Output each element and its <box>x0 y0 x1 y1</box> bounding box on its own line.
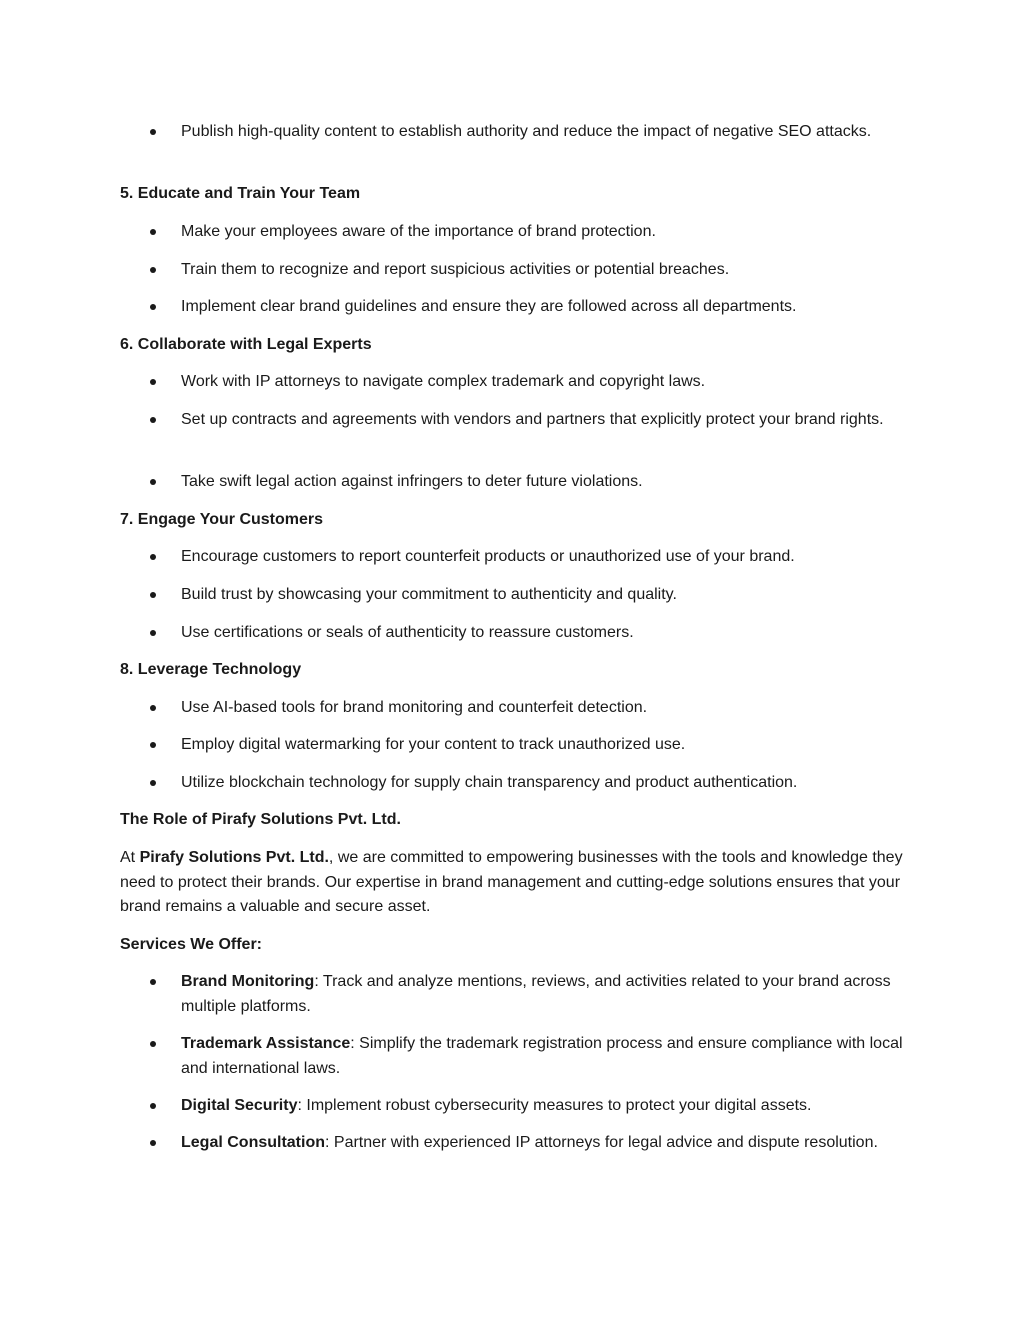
bullet-dot <box>150 1041 156 1047</box>
service-item-brand-monitoring <box>181 970 911 1019</box>
bullet-dot <box>150 780 156 786</box>
bullet-dot <box>150 129 156 135</box>
list-item: Set up contracts and agreements with vendors and partners that explicitly protect your brand rights. <box>181 411 884 428</box>
bullet-dot <box>150 592 156 598</box>
bullet-dot <box>150 705 156 711</box>
service-term: Legal Consultation <box>181 1134 325 1151</box>
section-heading-engage-customers: 7. Engage Your Customers <box>120 511 324 528</box>
bullet-dot <box>150 229 156 235</box>
service-desc: : Track and analyze mentions, reviews, and activities related to your brand across multiple platforms. <box>181 973 891 1015</box>
service-item-digital-security <box>181 1094 911 1119</box>
bullet-dot <box>150 1140 156 1146</box>
list-item: Use AI-based tools for brand monitoring and counterfeit detection. <box>181 699 648 716</box>
bullet-dot <box>150 630 156 636</box>
bullet-dot <box>150 304 156 310</box>
role-para-text: , we are committed to empowering businesses with the tools and knowledge they need to protect their brands. Our expertise in brand management and cutting-edge solutions ensures that your brand remains a valuable and secure asset. <box>120 849 903 915</box>
role-para-prefix: At <box>120 849 140 866</box>
service-desc: : Implement robust cybersecurity measures to protect your digital assets. <box>297 1097 812 1114</box>
company-name: Pirafy Solutions Pvt. Ltd. <box>139 849 329 866</box>
list-item: Build trust by showcasing your commitment to authenticity and quality. <box>181 586 677 603</box>
service-term: Digital Security <box>181 1097 298 1114</box>
list-item: Employ digital watermarking for your content to track unauthorized use. <box>181 736 686 753</box>
list-item: Encourage customers to report counterfeit products or unauthorized use of your brand. <box>181 548 795 565</box>
list-item: Publish high-quality content to establish authority and reduce the impact of negative SEO attacks. <box>181 123 872 140</box>
section-heading-educate-team: 5. Educate and Train Your Team <box>120 185 361 202</box>
list-item: Train them to recognize and report suspicious activities or potential breaches. <box>181 261 730 278</box>
bullet-dot <box>150 742 156 748</box>
service-term: Trademark Assistance <box>181 1035 351 1052</box>
list-item: Use certifications or seals of authenticity to reassure customers. <box>181 624 634 641</box>
service-item-trademark-assistance <box>181 1032 911 1081</box>
bullet-dot <box>150 479 156 485</box>
bullet-dot <box>150 554 156 560</box>
service-term: Brand Monitoring <box>181 973 315 990</box>
service-desc: : Partner with experienced IP attorneys for legal advice and dispute resolution. <box>325 1134 878 1151</box>
section-heading-services: Services We Offer: <box>120 936 262 953</box>
bullet-dot <box>150 979 156 985</box>
bullet-dot <box>150 1103 156 1109</box>
section-heading-leverage-technology: 8. Leverage Technology <box>120 661 302 678</box>
list-item: Make your employees aware of the importance of brand protection. <box>181 223 656 240</box>
bullet-dot <box>150 267 156 273</box>
service-desc: : Simplify the trademark registration process and ensure compliance with local and international laws. <box>181 1035 903 1077</box>
service-item-legal-consultation <box>181 1131 911 1156</box>
bullet-dot <box>150 379 156 385</box>
list-item: Utilize blockchain technology for supply chain transparency and product authentication. <box>181 774 798 791</box>
list-item: Take swift legal action against infringers to deter future violations. <box>181 473 643 490</box>
list-item: Implement clear brand guidelines and ensure they are followed across all departments. <box>181 298 797 315</box>
role-paragraph <box>120 846 910 920</box>
section-heading-role-of-pirafy: The Role of Pirafy Solutions Pvt. Ltd. <box>120 811 401 828</box>
list-item: Work with IP attorneys to navigate complex trademark and copyright laws. <box>181 373 706 390</box>
bullet-dot <box>150 417 156 423</box>
section-heading-legal-experts: 6. Collaborate with Legal Experts <box>120 336 372 353</box>
